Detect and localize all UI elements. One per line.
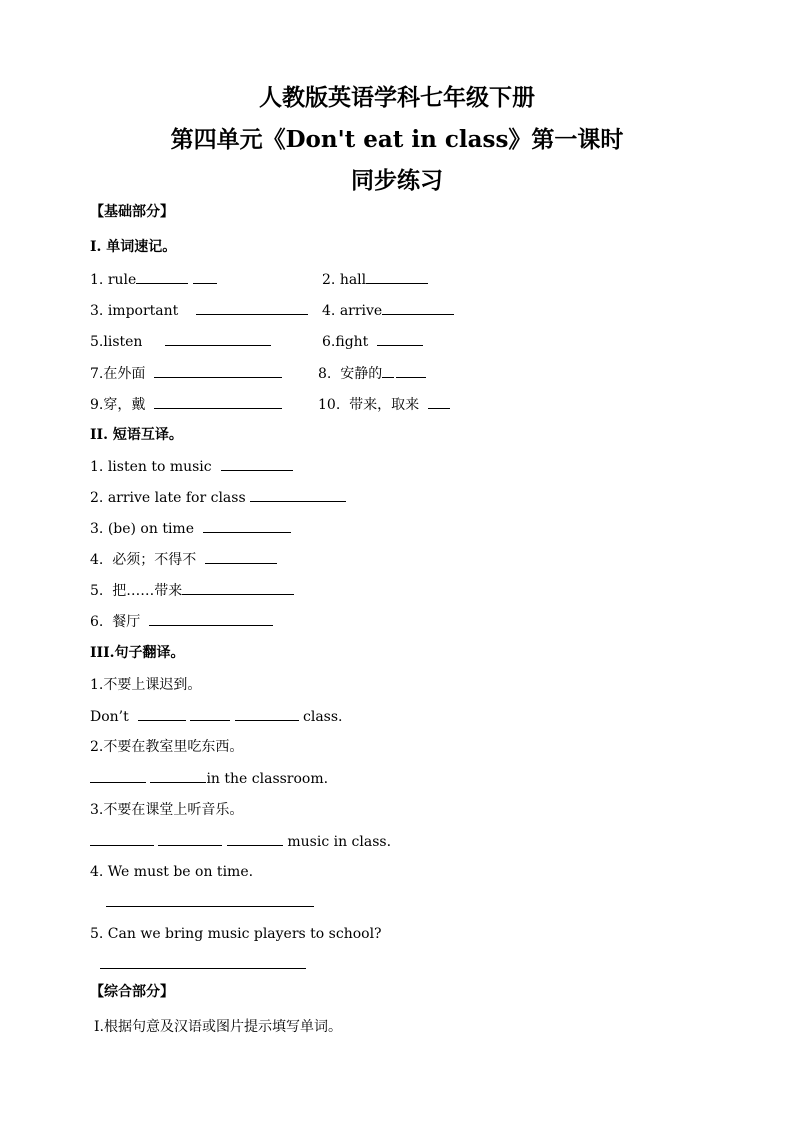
answer-blank[interactable] (106, 892, 314, 907)
sentence-answer: in the classroom. (90, 768, 328, 789)
answer-blank[interactable] (90, 831, 154, 846)
phrase-item: 4. 必须；不得不 (90, 549, 277, 570)
answer-blank[interactable] (149, 611, 273, 626)
sentence-prompt: 4. We must be on time. (90, 864, 254, 880)
part3-heading: III.句子翻译。 (90, 645, 185, 661)
answer-blank[interactable] (382, 300, 454, 315)
comprehensive-part1-heading: Ⅰ.根据句意及汉语或图片提示填写单词。 (94, 1019, 342, 1035)
sentence-answer: Don’t class. (90, 706, 343, 727)
sentence-prompt: 1.不要上课迟到。 (90, 677, 202, 693)
unit-title: 第四单元《Don't eat in class》第一课时 (170, 126, 624, 153)
sentence-prompt: 2.不要在教室里吃东西。 (90, 739, 244, 755)
section-heading-basic: 【基础部分】 (90, 204, 174, 220)
word-item: 3. important (90, 300, 308, 321)
part2-heading: II. 短语互译。 (90, 427, 183, 443)
answer-blank[interactable] (227, 831, 283, 846)
answer-blank[interactable] (396, 363, 426, 378)
word-item: 2. hall (322, 269, 428, 290)
answer-blank[interactable] (100, 954, 306, 969)
answer-blank[interactable] (250, 487, 346, 502)
sentence-answer: music in class. (90, 831, 391, 852)
phrase-item: 2. arrive late for class (90, 487, 346, 508)
answer-blank[interactable] (428, 394, 450, 409)
answer-blank[interactable] (136, 269, 188, 284)
phrase-item: 3. (be) on time (90, 518, 291, 539)
answer-blank[interactable] (203, 518, 291, 533)
exercise-title: 同步练习 (351, 167, 443, 194)
answer-blank[interactable] (158, 831, 222, 846)
word-item: 8. 安静的 (318, 363, 426, 384)
sentence-answer (100, 954, 306, 975)
answer-blank[interactable] (193, 269, 217, 284)
answer-blank[interactable] (138, 706, 186, 721)
answer-blank[interactable] (377, 331, 423, 346)
word-item: 6.fight (322, 331, 423, 352)
sentence-answer (106, 892, 314, 913)
sentence-prompt: 3.不要在课堂上听音乐。 (90, 802, 244, 818)
answer-blank[interactable] (205, 549, 277, 564)
answer-blank[interactable] (221, 456, 293, 471)
phrase-item: 1. listen to music (90, 456, 293, 477)
answer-blank[interactable] (150, 768, 206, 783)
phrase-item: 5. 把……带来 (90, 580, 294, 601)
answer-blank[interactable] (154, 363, 282, 378)
word-item: 4. arrive (322, 300, 454, 321)
answer-blank[interactable] (154, 394, 282, 409)
answer-blank[interactable] (382, 363, 394, 378)
answer-blank[interactable] (190, 706, 230, 721)
part1-heading: I. 单词速记。 (90, 239, 177, 255)
answer-blank[interactable] (165, 331, 271, 346)
word-item: 7.在外面 (90, 363, 282, 384)
sentence-prompt: 5. Can we bring music players to school? (90, 926, 382, 942)
word-item: 10. 带来，取来 (318, 394, 450, 415)
answer-blank[interactable] (366, 269, 428, 284)
word-item: 5.listen (90, 331, 271, 352)
answer-blank[interactable] (235, 706, 299, 721)
phrase-item: 6. 餐厅 (90, 611, 273, 632)
page-title: 人教版英语学科七年级下册 (259, 84, 535, 111)
answer-blank[interactable] (182, 580, 294, 595)
section-heading-comprehensive: 【综合部分】 (90, 984, 174, 1000)
answer-blank[interactable] (196, 300, 308, 315)
word-item: 9.穿，戴 (90, 394, 282, 415)
answer-blank[interactable] (90, 768, 146, 783)
word-item: 1. rule (90, 269, 217, 290)
